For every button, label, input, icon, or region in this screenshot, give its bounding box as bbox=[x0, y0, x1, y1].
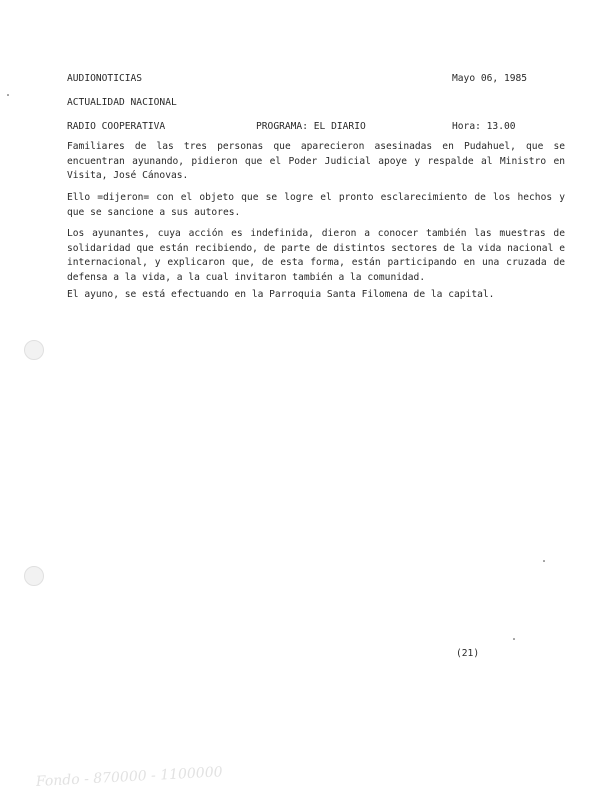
scan-speck bbox=[513, 638, 515, 640]
punch-hole-bottom bbox=[24, 566, 44, 586]
body-paragraph-2: Ello =dijeron= con el objeto que se logre el pronto esclarecimiento de los hechos y que se sancione a sus autores. bbox=[67, 192, 565, 218]
page-number: (21) bbox=[456, 648, 480, 659]
punch-hole-top bbox=[24, 340, 44, 360]
body-paragraph-4: El ayuno, se está efectuando en la Parroquia Santa Filomena de la capital. bbox=[67, 289, 495, 300]
body-paragraph-3: Los ayunantes, cuya acción es indefinida, dieron a conocer también las muestras de solidaridad que están recibiendo, de parte de distintos sectores de la vida nacional e internacional, y explicaron que, de esta forma, están participando en una cruzada de defensa a la vida, a la cual invitaron también a la comunidad. bbox=[67, 228, 565, 283]
time-label: Hora: 13.00 bbox=[452, 121, 516, 132]
program-label: PROGRAMA: EL DIARIO bbox=[256, 121, 366, 132]
scan-speck bbox=[7, 94, 9, 96]
scan-speck bbox=[543, 560, 545, 562]
station-label: RADIO COOPERATIVA bbox=[67, 121, 166, 132]
source-label: AUDIONOTICIAS bbox=[67, 73, 143, 84]
handwritten-note: Fondo - 870000 - 1100000 bbox=[35, 764, 223, 791]
document-date: Mayo 06, 1985 bbox=[452, 73, 528, 84]
section-label: ACTUALIDAD NACIONAL bbox=[67, 97, 177, 108]
body-paragraph-1: Familiares de las tres personas que aparecieron asesinadas en Pudahuel, que se encuentran ayunando, pidieron que el Poder Judicial apoye y respalde al Ministro en Visita, José Cánovas. bbox=[67, 141, 565, 181]
